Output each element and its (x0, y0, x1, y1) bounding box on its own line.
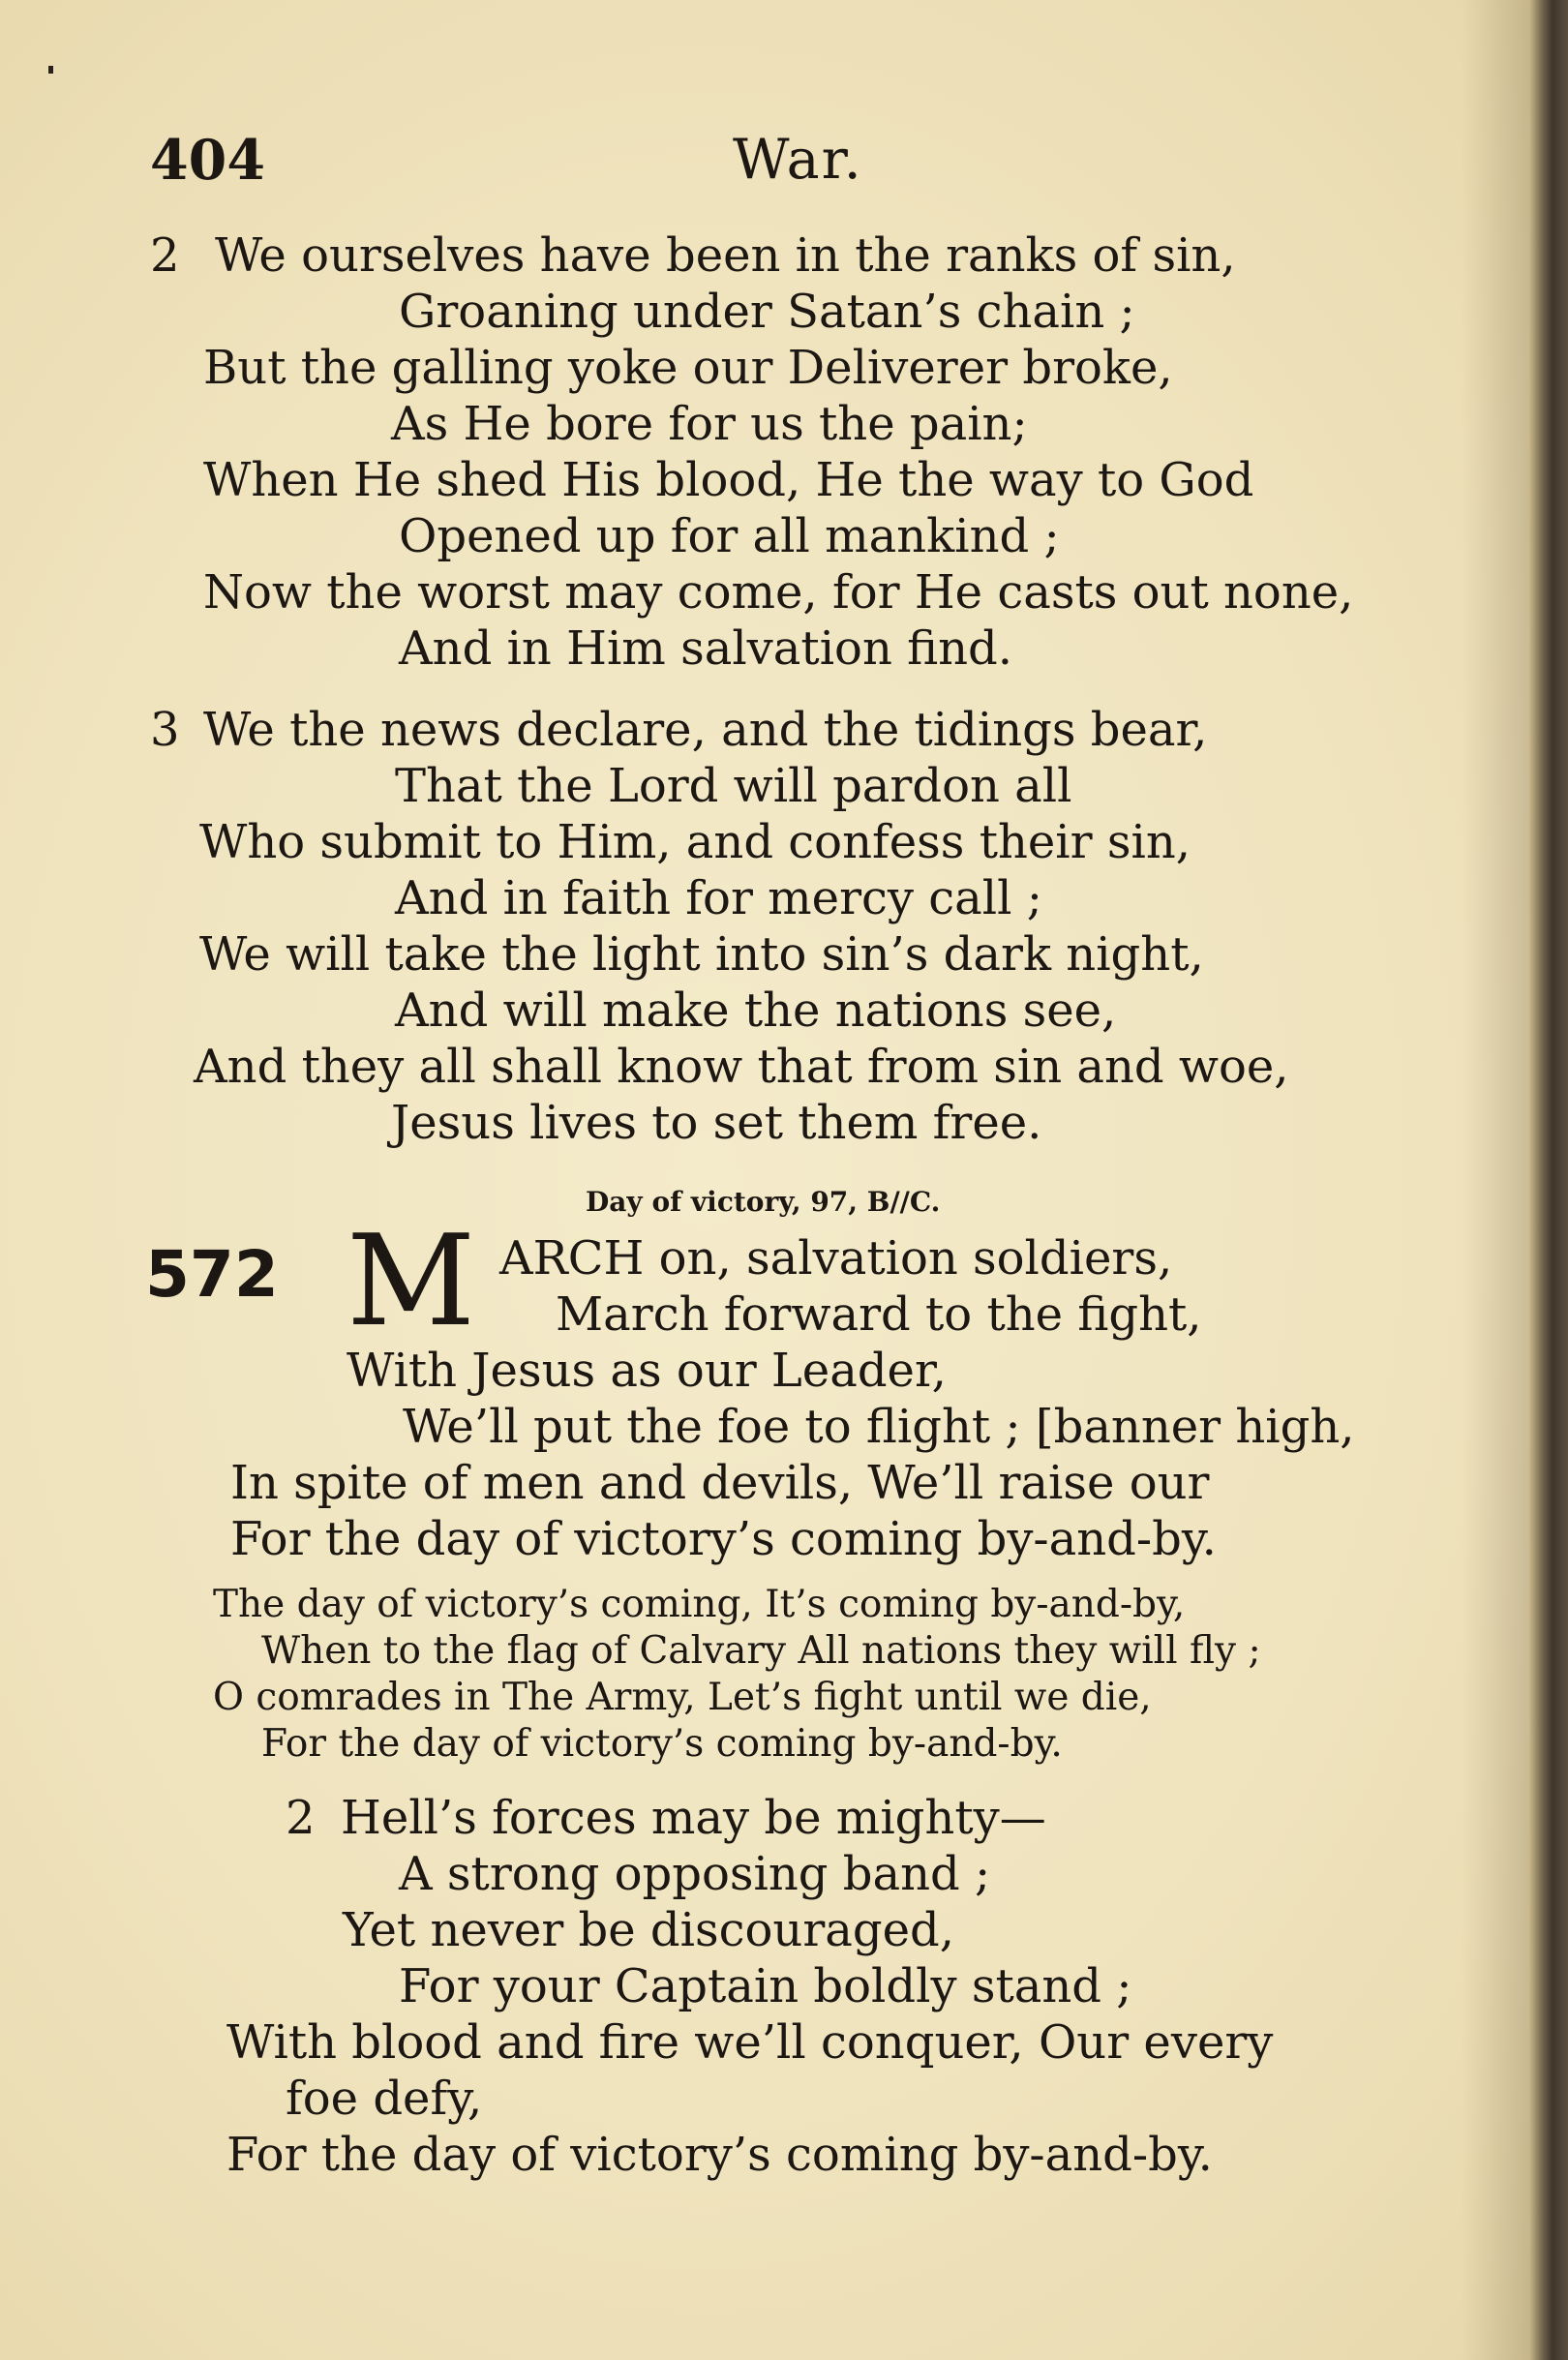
verse-line: And will make the nations see, (395, 983, 1117, 1038)
verse-line: But the galling yoke our Deliverer broke, (203, 341, 1173, 395)
section-title: War. (733, 128, 863, 192)
verse-line: Yet never be discouraged, (343, 1903, 954, 1957)
drop-cap: M (347, 1207, 476, 1354)
verse-line: With blood and fire we’ll conquer, Our every (226, 2015, 1274, 2070)
verse-line: A strong opposing band ; (399, 1847, 991, 1901)
chorus-line: The day of victory’s coming, It’s coming by-and-by, (213, 1583, 1186, 1626)
verse-line: Groaning under Satan’s chain ; (399, 285, 1135, 339)
verse-line: Who submit to Him, and confess their sin, (199, 815, 1191, 869)
verse-line: And they all shall know that from sin and woe, (194, 1040, 1289, 1094)
verse-line: As He bore for us the pain; (391, 397, 1028, 451)
print-speck (48, 66, 53, 74)
verse-line: Now the worst may come, for He casts out none, (203, 565, 1354, 620)
verse-line: That the Lord will pardon all (395, 759, 1072, 813)
verse-line: We will take the light into sin’s dark night, (199, 927, 1204, 982)
verse-line: We’ll put the foe to flight ; [banner high, (403, 1400, 1355, 1454)
verse-line: For your Captain boldly stand ; (399, 1959, 1132, 2013)
chorus-line: For the day of victory’s coming by-and-by. (261, 1722, 1063, 1766)
page-number: 404 (150, 128, 265, 193)
verse-line: We the news declare, and the tidings bear, (203, 703, 1208, 757)
verse-line: For the day of victory’s coming by-and-by. (226, 2128, 1213, 2182)
verse-line: We ourselves have been in the ranks of sin, (215, 228, 1236, 283)
verse-line: For the day of victory’s coming by-and-by. (230, 1512, 1217, 1566)
book-gutter (1529, 0, 1568, 2360)
verse-line: foe defy, (286, 2072, 483, 2126)
verse-line: Opened up for all mankind ; (399, 509, 1060, 563)
tune-reference: Day of victory, 97, B//C. (586, 1186, 941, 1218)
verse-line: And in Him salvation find. (399, 621, 1013, 676)
verse-line: ARCH on, salvation soldiers, (499, 1231, 1173, 1286)
verse-number: 3 (150, 703, 180, 757)
gutter-shadow (1462, 0, 1529, 2360)
verse-line: When He shed His blood, He the way to God (203, 453, 1254, 507)
verse-line: Jesus lives to set them free. (391, 1096, 1042, 1150)
chorus-line: O comrades in The Army, Let’s fight until we die, (213, 1676, 1152, 1719)
chorus-line: When to the flag of Calvary All nations they will fly ; (261, 1629, 1261, 1673)
verse-line: In spite of men and devils, We’ll raise our (230, 1456, 1210, 1510)
verse-line: Hell’s forces may be mighty— (341, 1791, 1046, 1845)
verse-line: March forward to the fight, (556, 1287, 1202, 1342)
verse-line: And in faith for mercy call ; (395, 871, 1042, 925)
verse-number: 2 (286, 1791, 316, 1845)
verse-number: 2 (150, 228, 180, 283)
hymn-number: 572 (145, 1237, 279, 1312)
verse-line: With Jesus as our Leader, (347, 1344, 947, 1398)
